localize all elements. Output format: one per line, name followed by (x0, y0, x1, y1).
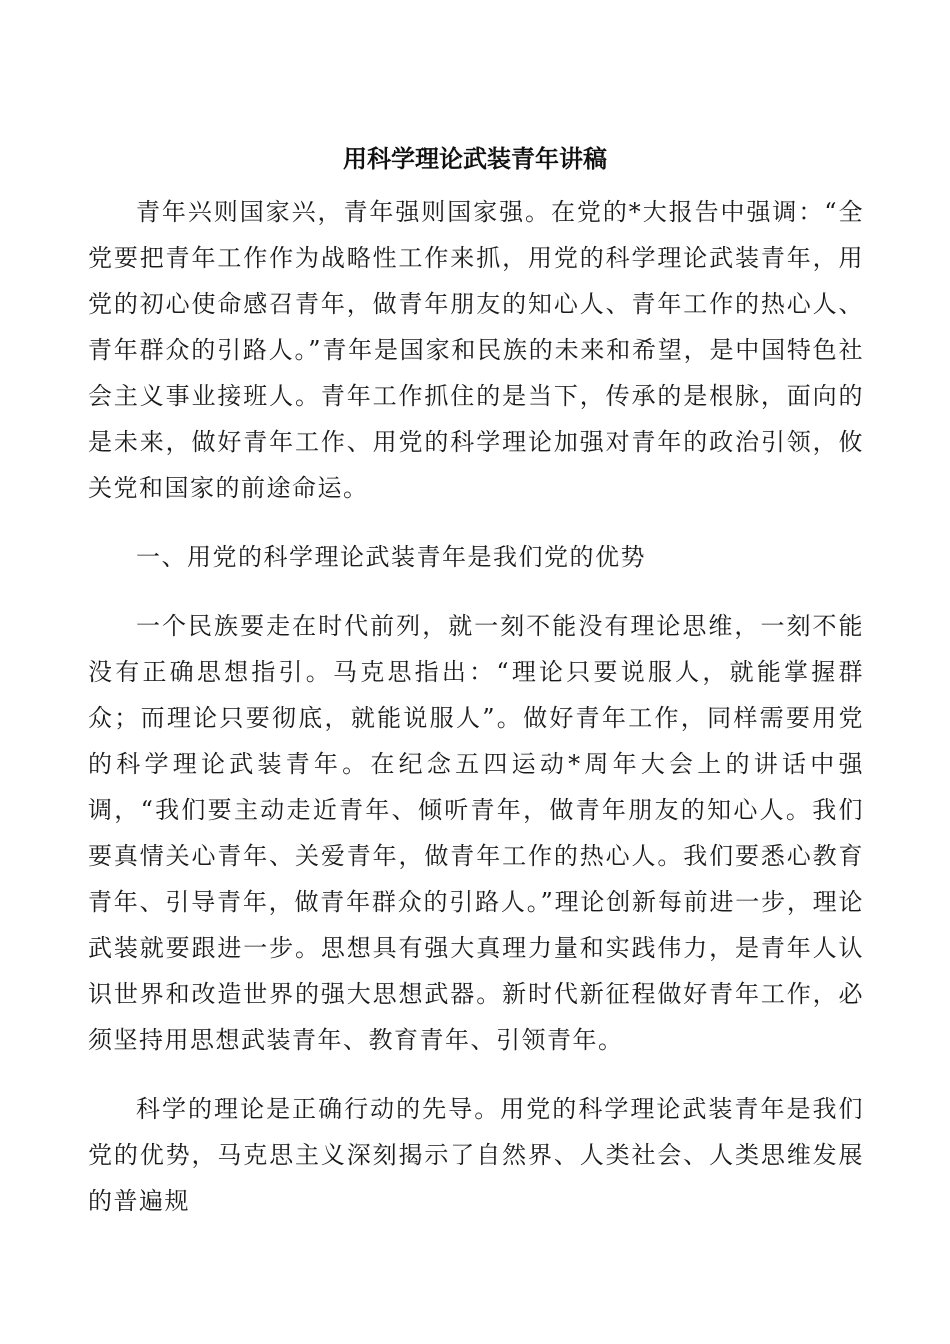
body-paragraph-2: 一个民族要走在时代前列，就一刻不能没有理论思维，一刻不能没有正确思想指引。马克思指出：“理论只要说服人，就能掌握群众；而理论只要彻底，就能说服人”。做好青年工作，同样需要用党的科学理论武装青年。在纪念五四运动*周年大会上的讲话中强调，“我们要主动走近青年、倾听青年，做青年朋友的知心人。我们要真情关心青年、关爱青年，做青年工作的热心人。我们要悉心教育青年、引导青年，做青年群众的引路人。”理论创新每前进一步，理论武装就要跟进一步。思想具有强大真理力量和实践伟力，是青年人认识世界和改造世界的强大思想武器。新时代新征程做好青年工作，必须坚持用思想武装青年、教育青年、引领青年。 (88, 612, 864, 1054)
intro-paragraph: 青年兴则国家兴，青年强则国家强。在党的*大报告中强调：“全党要把青年工作作为战略性工作来抓，用党的科学理论武装青年，用党的初心使命感召青年，做青年朋友的知心人、青年工作的热心人、青年群众的引路人。”青年是国家和民族的未来和希望，是中国特色社会主义事业接班人。青年工作抓住的是当下，传承的是根脉，面向的是未来，做好青年工作、用党的科学理论加强对青年的政治引领，攸关党和国家的前途命运。 (88, 198, 864, 502)
section-heading-1: 一、用党的科学理论武装青年是我们党的优势 (136, 543, 646, 571)
document-body (88, 189, 864, 1247)
body-paragraph-3: 科学的理论是正确行动的先导。用党的科学理论武装青年是我们党的优势，马克思主义深刻揭示了自然界、人类社会、人类思维发展的普遍规 (88, 1095, 864, 1215)
document-title: 用科学理论武装青年讲稿 (343, 144, 607, 173)
